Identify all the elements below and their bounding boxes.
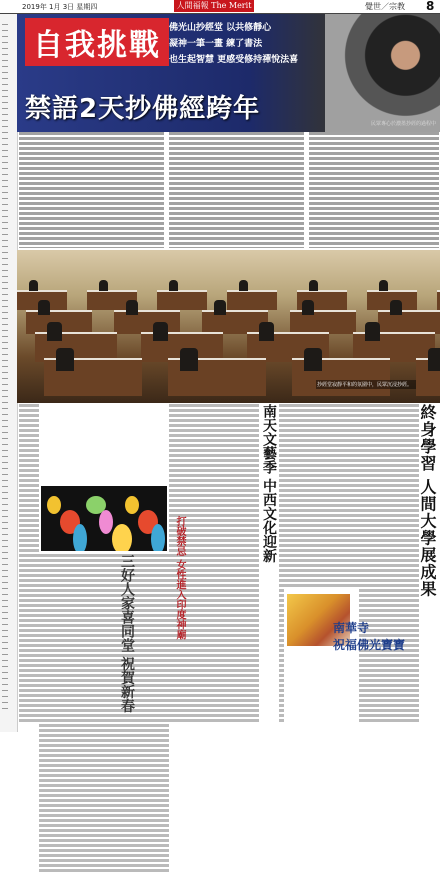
index-line xyxy=(2,546,8,547)
lead-line-3: 也生起智慧 更感受修持禪悅法喜 xyxy=(169,55,299,65)
text-column xyxy=(394,404,399,724)
index-line xyxy=(2,612,8,613)
issue-date: 2019年 1月 3日 星期四 xyxy=(22,3,98,11)
index-line xyxy=(2,348,8,349)
person xyxy=(239,280,248,291)
index-line xyxy=(2,510,8,511)
index-line xyxy=(2,300,8,301)
person xyxy=(259,322,274,341)
index-line xyxy=(2,252,8,253)
index-line xyxy=(2,666,8,667)
text-column xyxy=(379,404,384,724)
text-column xyxy=(54,554,59,874)
text-column xyxy=(149,554,154,874)
index-line xyxy=(2,690,8,691)
text-column xyxy=(69,554,74,874)
text-column xyxy=(319,404,324,589)
index-line xyxy=(2,318,8,319)
index-line xyxy=(2,144,8,145)
index-line xyxy=(2,516,8,517)
text-column xyxy=(209,404,214,724)
index-line xyxy=(2,78,8,79)
article-body-top xyxy=(17,132,440,250)
index-line xyxy=(2,648,8,649)
text-column xyxy=(314,404,319,589)
text-column xyxy=(434,132,439,248)
index-line xyxy=(2,384,8,385)
index-line xyxy=(2,570,8,571)
person xyxy=(180,348,198,371)
hero-banner xyxy=(17,14,440,132)
index-line xyxy=(2,204,8,205)
index-line xyxy=(2,378,8,379)
index-line xyxy=(2,24,8,25)
index-line xyxy=(2,456,8,457)
section-name: 覺世／宗教 xyxy=(365,2,405,11)
text-column xyxy=(194,404,199,724)
index-line xyxy=(2,606,8,607)
index-line xyxy=(2,54,8,55)
index-line xyxy=(2,120,8,121)
index-line xyxy=(2,498,8,499)
person xyxy=(390,300,402,315)
text-column xyxy=(224,404,229,724)
index-line xyxy=(2,66,8,67)
text-column xyxy=(369,404,374,724)
index-line xyxy=(2,366,8,367)
lead-line-2: 凝神一筆一畫 練了書法 xyxy=(169,39,263,49)
person xyxy=(38,300,50,315)
index-line xyxy=(2,108,8,109)
index-line xyxy=(2,420,8,421)
index-line xyxy=(2,138,8,139)
index-line xyxy=(2,234,8,235)
text-column xyxy=(204,404,209,724)
masthead: 人間福報 The Merit xyxy=(174,0,254,12)
index-line xyxy=(2,264,8,265)
headline-india-temple: 打破禁忌 女性進入印度神廟 xyxy=(174,516,185,640)
index-line xyxy=(2,678,8,679)
text-column xyxy=(409,404,414,724)
text-column xyxy=(344,404,349,589)
index-line xyxy=(2,504,8,505)
calligrapher-photo xyxy=(325,14,440,132)
text-column xyxy=(154,554,159,874)
index-line xyxy=(2,72,8,73)
index-line xyxy=(2,402,8,403)
page-number: 8 xyxy=(426,0,435,13)
text-column xyxy=(144,554,149,874)
hall-photo-caption: 抄經堂寂靜平和的氛圍中，民眾沉浸抄經。 xyxy=(316,380,416,389)
text-column xyxy=(214,404,219,724)
text-column xyxy=(99,554,104,874)
index-line xyxy=(2,480,8,481)
index-line xyxy=(2,582,8,583)
index-line xyxy=(2,30,8,31)
person xyxy=(302,300,314,315)
text-column xyxy=(279,404,284,724)
text-column xyxy=(254,404,259,724)
index-line xyxy=(2,336,8,337)
index-line xyxy=(2,126,8,127)
index-line xyxy=(2,426,8,427)
index-line xyxy=(2,150,8,151)
index-line xyxy=(2,642,8,643)
headline-nanhua-temple: 南華寺 xyxy=(333,621,370,635)
person xyxy=(47,322,62,341)
text-column xyxy=(309,404,314,589)
text-column xyxy=(374,404,379,724)
text-column xyxy=(289,404,294,589)
text-column xyxy=(199,404,204,724)
index-line xyxy=(2,672,8,673)
index-line xyxy=(2,84,8,85)
text-column xyxy=(404,404,409,724)
lead-line-1: 佛光山抄經堂 以共修靜心 xyxy=(169,23,272,33)
bottom-news-section xyxy=(17,404,440,735)
index-line xyxy=(2,282,8,283)
index-line xyxy=(2,162,8,163)
lantern xyxy=(112,524,132,551)
index-line xyxy=(2,42,8,43)
index-line xyxy=(2,156,8,157)
index-line xyxy=(2,486,8,487)
index-line xyxy=(2,702,8,703)
text-column xyxy=(299,404,304,589)
index-line xyxy=(2,132,8,133)
text-column xyxy=(229,404,234,724)
text-column xyxy=(384,404,389,724)
text-column xyxy=(74,554,79,874)
headline-lifelong-learning: 終身學習 人間大學展成果 xyxy=(418,404,437,598)
person xyxy=(309,280,318,291)
index-line xyxy=(2,360,8,361)
text-column xyxy=(389,404,394,724)
index-line xyxy=(2,306,8,307)
text-column xyxy=(49,554,54,874)
text-column xyxy=(79,554,84,874)
text-column xyxy=(349,404,354,589)
person xyxy=(126,300,138,315)
person xyxy=(428,348,440,371)
text-column xyxy=(339,404,344,589)
desk xyxy=(378,310,440,334)
desk xyxy=(157,290,207,310)
index-line xyxy=(2,324,8,325)
page-header xyxy=(0,0,440,14)
text-column xyxy=(159,132,164,248)
hero-photo-caption: 民眾專心於濃墨抄經的過程中 xyxy=(370,121,436,127)
index-line xyxy=(2,180,8,181)
text-column xyxy=(109,554,114,874)
index-line xyxy=(2,558,8,559)
text-column xyxy=(219,404,224,724)
index-line xyxy=(2,90,8,91)
lantern xyxy=(73,524,87,551)
text-column xyxy=(354,404,359,589)
index-line xyxy=(2,492,8,493)
index-line xyxy=(2,198,8,199)
text-column xyxy=(324,404,329,589)
index-line xyxy=(2,624,8,625)
index-line xyxy=(2,576,8,577)
hero-kicker: 自我挑戰 xyxy=(25,18,169,66)
index-line xyxy=(2,438,8,439)
index-line xyxy=(2,552,8,553)
index-line xyxy=(2,684,8,685)
index-strip xyxy=(0,14,18,732)
index-line xyxy=(2,618,8,619)
index-line xyxy=(2,636,8,637)
person xyxy=(29,280,38,291)
person xyxy=(379,280,388,291)
index-line xyxy=(2,294,8,295)
index-line xyxy=(2,522,8,523)
index-line xyxy=(2,174,8,175)
text-column xyxy=(34,404,39,724)
lantern xyxy=(47,496,61,514)
index-line xyxy=(2,246,8,247)
index-line xyxy=(2,528,8,529)
text-column xyxy=(334,404,339,589)
desk xyxy=(290,310,356,334)
index-line xyxy=(2,450,8,451)
text-column xyxy=(59,554,64,874)
index-line xyxy=(2,696,8,697)
lantern xyxy=(99,510,113,534)
index-line xyxy=(2,342,8,343)
index-line xyxy=(2,708,8,709)
text-column xyxy=(64,554,69,874)
index-line xyxy=(2,396,8,397)
index-line xyxy=(2,228,8,229)
index-line xyxy=(2,390,8,391)
person xyxy=(153,322,168,341)
index-line xyxy=(2,432,8,433)
text-column xyxy=(234,404,239,724)
text-column xyxy=(39,554,44,874)
text-column xyxy=(164,554,169,874)
text-column xyxy=(304,404,309,589)
index-line xyxy=(2,594,8,595)
index-line xyxy=(2,414,8,415)
headline-nanhua-blessing: 祝福佛光寶寶 xyxy=(333,638,406,652)
text-column xyxy=(359,404,364,724)
index-line xyxy=(2,660,8,661)
index-line xyxy=(2,168,8,169)
index-line xyxy=(2,114,8,115)
headline-new-year: 三好人家喜同堂 祝賀新春 xyxy=(119,554,135,713)
index-line xyxy=(2,630,8,631)
person xyxy=(99,280,108,291)
index-line xyxy=(2,540,8,541)
index-line xyxy=(2,96,8,97)
index-line xyxy=(2,240,8,241)
index-line xyxy=(2,210,8,211)
index-line xyxy=(2,60,8,61)
text-column xyxy=(24,404,29,724)
text-column xyxy=(84,554,89,874)
index-line xyxy=(2,408,8,409)
text-column xyxy=(19,404,24,724)
index-line xyxy=(2,354,8,355)
text-column xyxy=(399,404,404,724)
main-headline: 禁語2天抄佛經跨年 xyxy=(25,94,261,124)
text-column xyxy=(329,404,334,589)
text-column xyxy=(284,404,289,589)
text-column xyxy=(139,554,144,874)
lantern-festival-photo xyxy=(41,486,167,551)
index-line xyxy=(2,444,8,445)
index-line xyxy=(2,462,8,463)
text-column xyxy=(239,404,244,724)
desk xyxy=(227,290,277,310)
index-line xyxy=(2,270,8,271)
desk xyxy=(114,310,180,334)
index-line xyxy=(2,48,8,49)
index-line xyxy=(2,474,8,475)
text-column xyxy=(189,404,194,724)
text-column xyxy=(244,404,249,724)
text-column xyxy=(89,554,94,874)
index-line xyxy=(2,102,8,103)
person xyxy=(169,280,178,291)
index-line xyxy=(2,36,8,37)
index-line xyxy=(2,276,8,277)
index-line xyxy=(2,312,8,313)
person xyxy=(214,300,226,315)
person xyxy=(56,348,74,371)
text-column xyxy=(29,404,34,724)
lantern xyxy=(151,524,165,551)
person xyxy=(365,322,380,341)
index-line xyxy=(2,258,8,259)
index-line xyxy=(2,372,8,373)
text-column xyxy=(249,404,254,724)
headline-nantian-festival: 南天文藝季 中西文化迎新 xyxy=(261,404,277,563)
index-line xyxy=(2,468,8,469)
text-column xyxy=(104,554,109,874)
index-line xyxy=(2,192,8,193)
text-column xyxy=(299,132,304,248)
lantern xyxy=(125,496,139,514)
index-line xyxy=(2,654,8,655)
index-line xyxy=(2,330,8,331)
person xyxy=(304,348,322,371)
index-line xyxy=(2,222,8,223)
index-line xyxy=(2,216,8,217)
text-column xyxy=(294,404,299,589)
index-line xyxy=(2,564,8,565)
index-line xyxy=(2,288,8,289)
text-column xyxy=(364,404,369,724)
index-line xyxy=(2,588,8,589)
index-line xyxy=(2,534,8,535)
text-column xyxy=(159,554,164,874)
index-line xyxy=(2,600,8,601)
index-line xyxy=(2,186,8,187)
text-column xyxy=(94,554,99,874)
text-column xyxy=(44,554,49,874)
